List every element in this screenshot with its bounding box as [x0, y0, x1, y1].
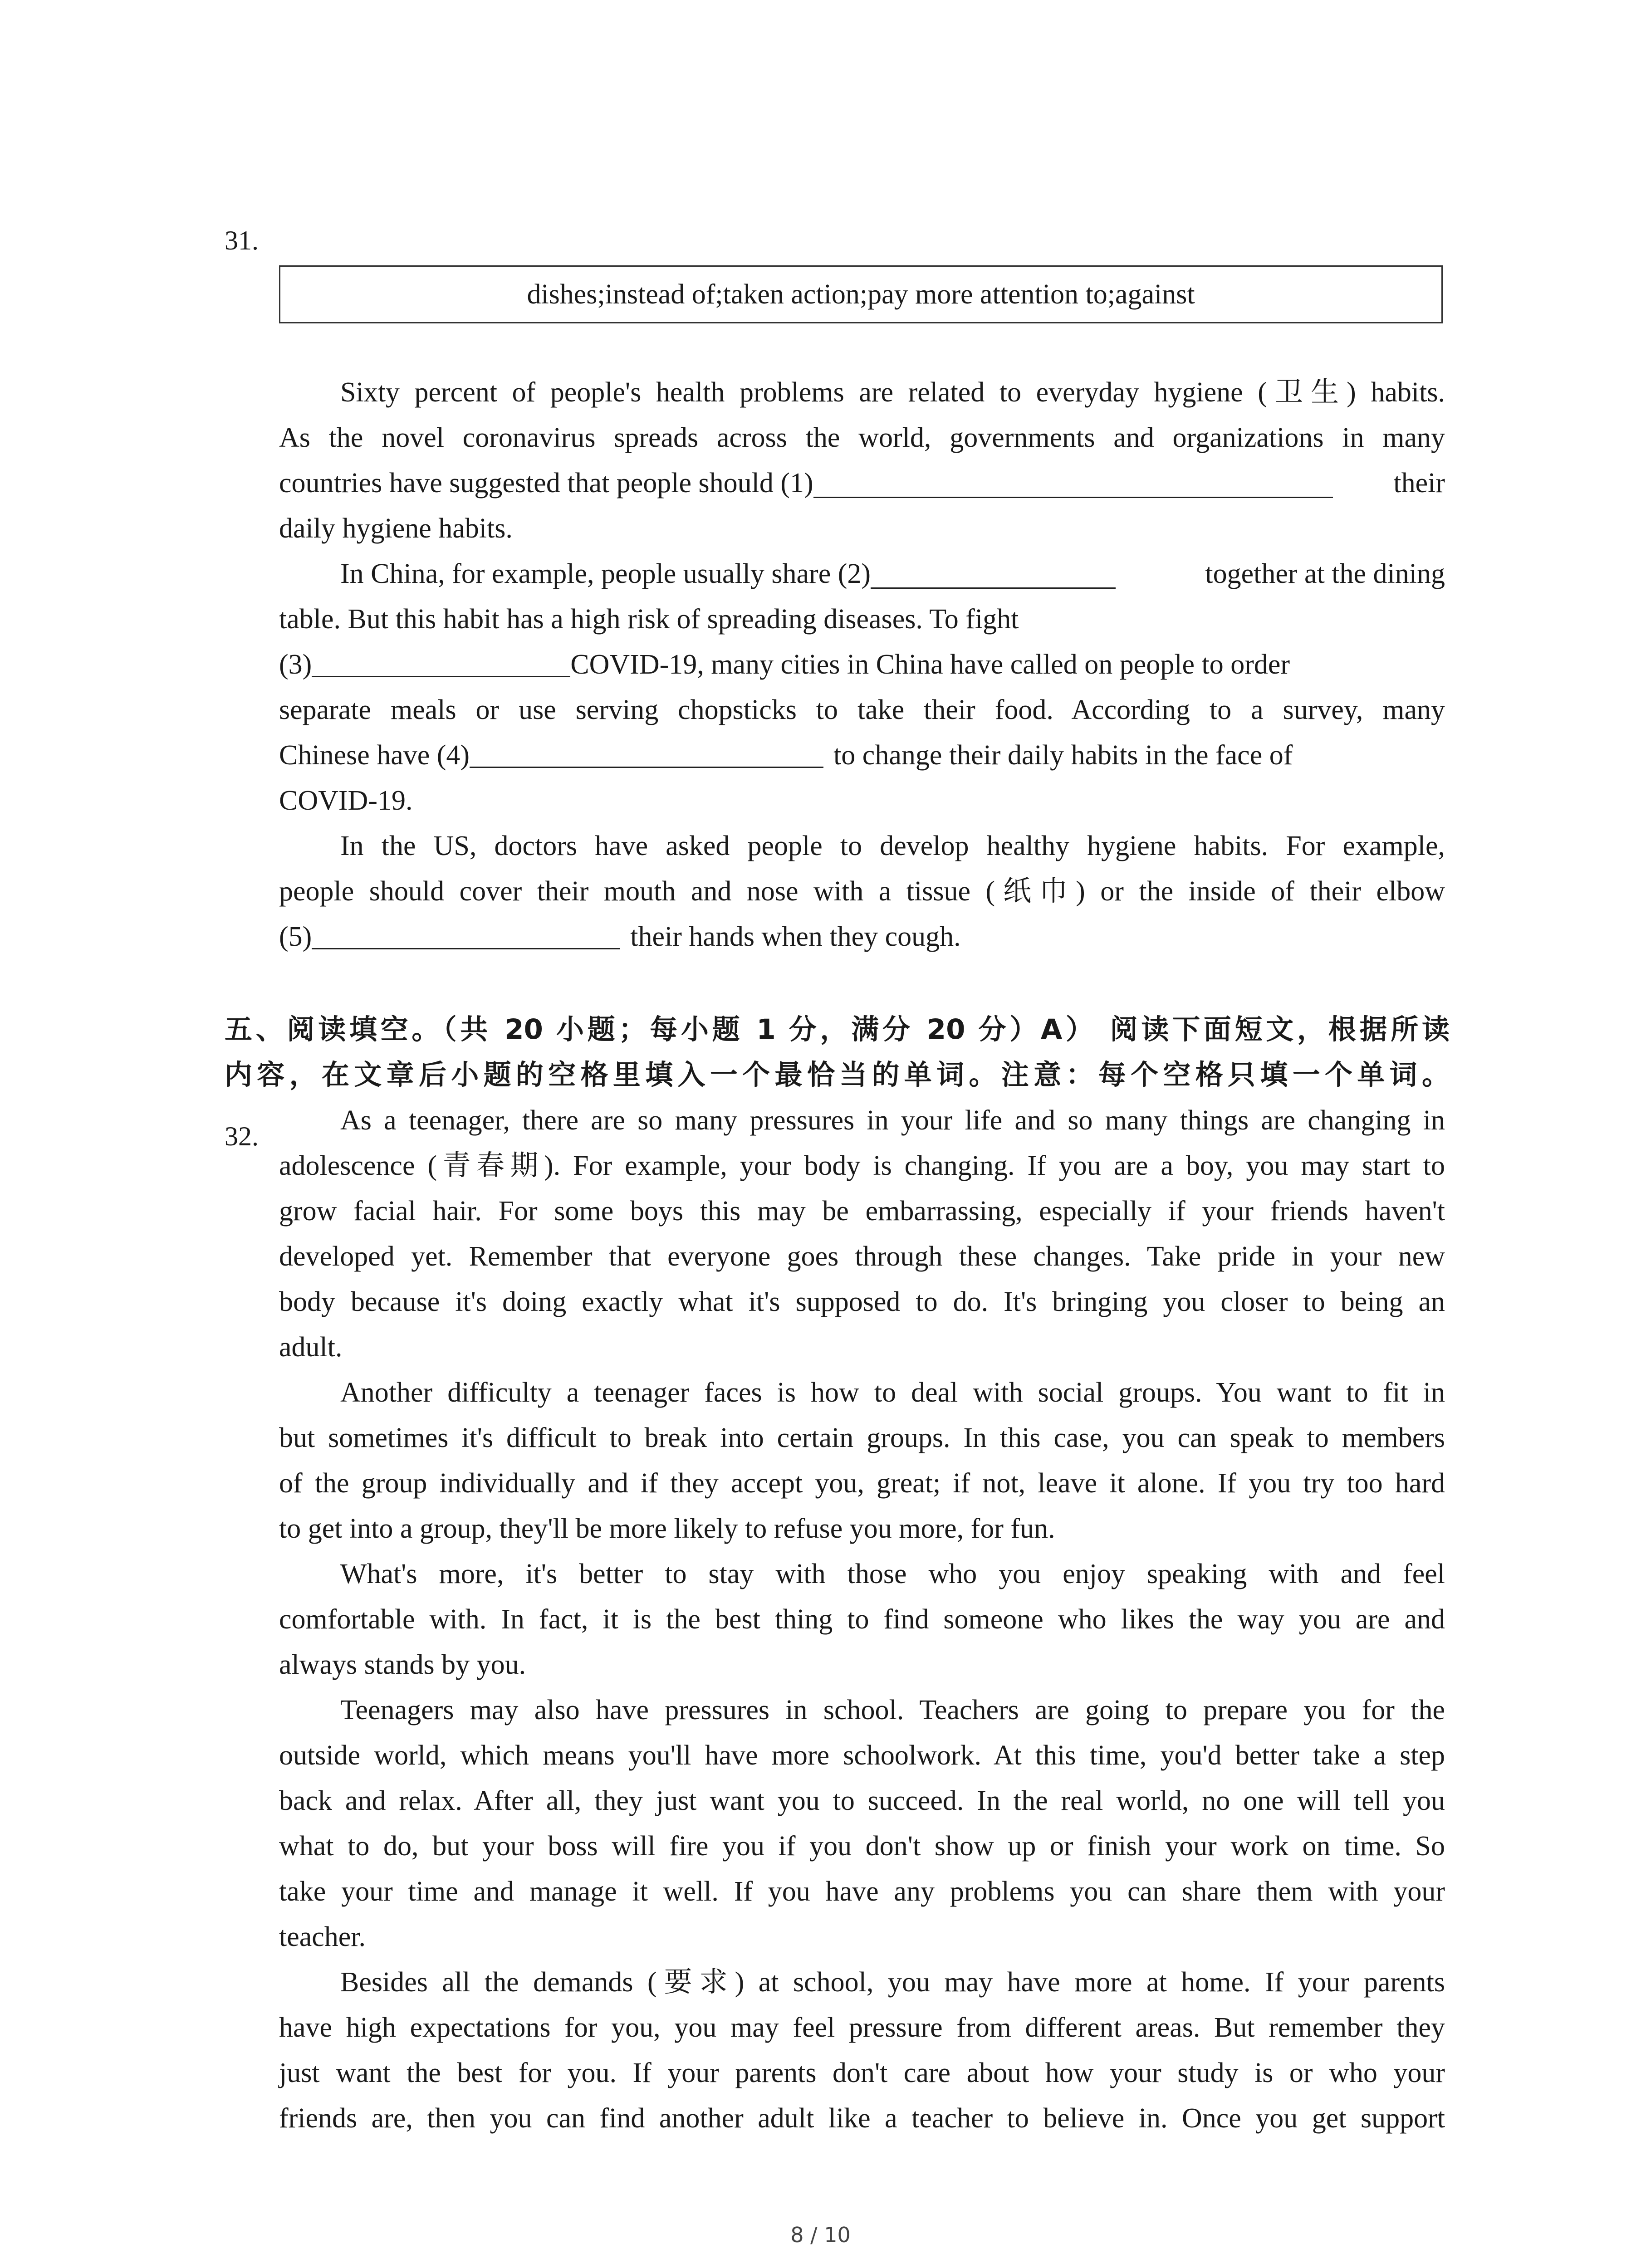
passage-line: Besides all the demands (要求) at school, you may have more at home. If your parents [340, 1967, 1445, 1998]
passage-line: As a teenager, there are so many pressures in your life and so many things are changing in [340, 1105, 1445, 1136]
answer-blank-4[interactable] [470, 738, 823, 768]
passage-line: to get into a group, they'll be more likely to refuse you more, for fun. [279, 1513, 1055, 1544]
passage-line: but sometimes it's difficult to break into certain groups. In this case, you can speak to members [279, 1422, 1445, 1453]
passage-line: take your time and manage it well. If you have any problems you can share them with your [279, 1876, 1445, 1907]
passage-line: In the US, doctors have asked people to develop healthy hygiene habits. For example, [340, 831, 1445, 861]
passage-line: daily hygiene habits. [279, 513, 513, 544]
passage-line: people should cover their mouth and nose with a tissue (纸巾) or the inside of their elbow [279, 876, 1445, 907]
passage-line: back and relax. After all, they just want you to succeed. In the real world, no one will tell you [279, 1785, 1445, 1816]
passage-line: of the group individually and if they accept you, great; if not, leave it alone. If you try too hard [279, 1468, 1445, 1499]
passage-line: As the novel coronavirus spreads across the world, governments and organizations in many [279, 422, 1445, 453]
section-heading-line: 五、阅读填空。（共 20 小题；每小题 1 分，满分 20 分）A） 阅读下面短文，根据所读 [225, 1013, 1450, 1046]
passage-line: Chinese have (4) to change their daily habits in the face of [279, 733, 1445, 778]
passage-line: body because it's doing exactly what it's supposed to do. It's bringing you closer to being an [279, 1286, 1445, 1317]
passage-line: What's more, it's better to stay with those who you enjoy speaking with and feel [340, 1559, 1445, 1589]
passage-line: what to do, but your boss will fire you if you don't show up or finish your work on time. So [279, 1831, 1445, 1862]
passage-line: friends are, then you can find another adult like a teacher to believe in. Once you get support [279, 2103, 1445, 2134]
passage-line: Sixty percent of people's health problems are related to everyday hygiene (卫生) habits. [340, 377, 1445, 408]
section-heading-line: 内容，在文章后小题的空格里填入一个最恰当的单词。注意：每个空格只填一个单词。 [225, 1059, 1450, 1091]
passage-line: countries have suggested that people should (1) their [279, 468, 1445, 499]
word-bank-text: dishes;instead of;taken action;pay more attention to;against [527, 279, 1195, 310]
answer-blank-3[interactable] [312, 648, 570, 677]
passage-line: comfortable with. In fact, it is the best thing to find someone who likes the way you are and [279, 1604, 1445, 1635]
passage-line: outside world, which means you'll have more schoolwork. At this time, you'd better take a step [279, 1740, 1445, 1771]
passage-line: (5) their hands when they cough. [279, 914, 1445, 959]
passage-line: Teenagers may also have pressures in school. Teachers are going to prepare you for the [340, 1695, 1445, 1725]
passage-line: just want the best for you. If your parents don't care about how your study is or who your [279, 2058, 1445, 2088]
passage-line: table. But this habit has a high risk of spreading diseases. To fight [279, 604, 1019, 635]
passage-line: teacher. [279, 1921, 366, 1952]
answer-blank-2[interactable] [871, 559, 1116, 589]
passage-line: adolescence (青春期). For example, your body is changing. If you are a boy, you may start to [279, 1150, 1445, 1181]
passage-line: Another difficulty a teenager faces is how to deal with social groups. You want to fit in [340, 1377, 1445, 1408]
answer-blank-1[interactable] [813, 469, 1333, 498]
passage-line: In China, for example, people usually share (2) together at the dining [340, 558, 1445, 589]
question-number-31: 31. [225, 225, 259, 255]
passage-line: adult. [279, 1332, 343, 1363]
word-bank-box [279, 265, 1443, 323]
passage-31 [279, 370, 1445, 959]
passage-line: COVID-19. [279, 785, 413, 816]
passage-line: grow facial hair. For some boys this may be embarrassing, especially if your friends haven't [279, 1196, 1445, 1227]
passage-line: (3) COVID-19, many cities in China have called on people to order [279, 642, 1445, 687]
passage-line: always stands by you. [279, 1649, 526, 1680]
answer-blank-5[interactable] [312, 920, 620, 949]
section-five-heading [225, 1007, 1450, 1098]
question-number-32: 32. [225, 1121, 259, 1151]
passage-line: have high expectations for you, you may feel pressure from different areas. But remember they [279, 2012, 1445, 2043]
passage-line: developed yet. Remember that everyone goes through these changes. Take pride in your new [279, 1241, 1445, 1272]
passage-32 [279, 1098, 1445, 2141]
page-number: 8 / 10 [790, 2223, 851, 2247]
passage-line: separate meals or use serving chopsticks to take their food. According to a survey, many [279, 694, 1445, 725]
